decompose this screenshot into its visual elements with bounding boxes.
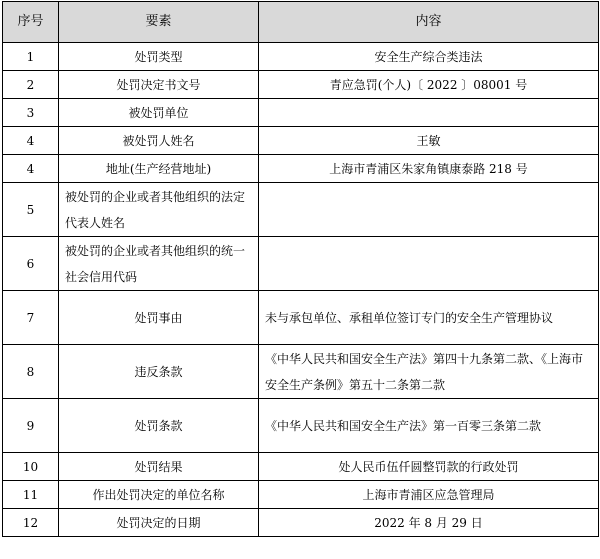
row-content: 王敏 — [259, 127, 599, 155]
row-number: 4 — [3, 155, 59, 183]
table-row — [3, 155, 599, 183]
row-content: 安全生产综合类违法 — [259, 43, 599, 71]
table-row — [3, 509, 599, 537]
row-content — [259, 237, 599, 291]
row-number: 9 — [3, 399, 59, 453]
row-content: 《中华人民共和国安全生产法》第一百零三条第二款 — [259, 399, 599, 453]
row-element: 处罚条款 — [59, 399, 259, 453]
row-element: 作出处罚决定的单位名称 — [59, 481, 259, 509]
row-element: 违反条款 — [59, 345, 259, 399]
row-number: 6 — [3, 237, 59, 291]
table-row — [3, 291, 599, 345]
row-content: 2022 年 8 月 29 日 — [259, 509, 599, 537]
row-element: 处罚类型 — [59, 43, 259, 71]
row-content — [259, 99, 599, 127]
table-row — [3, 99, 599, 127]
row-content — [259, 183, 599, 237]
row-element: 被处罚人姓名 — [59, 127, 259, 155]
table-row — [3, 399, 599, 453]
row-number: 10 — [3, 453, 59, 481]
row-content: 上海市青浦区应急管理局 — [259, 481, 599, 509]
row-number: 12 — [3, 509, 59, 537]
table-row — [3, 481, 599, 509]
row-content: 《中华人民共和国安全生产法》第四十九条第二款、《上海市安全生产条例》第五十二条第二款 — [259, 345, 599, 399]
header-no: 序号 — [3, 2, 59, 43]
table-row — [3, 345, 599, 399]
row-number: 3 — [3, 99, 59, 127]
row-number: 5 — [3, 183, 59, 237]
penalty-info-table — [2, 1, 599, 537]
row-content: 处人民币伍仟圆整罚款的行政处罚 — [259, 453, 599, 481]
row-number: 11 — [3, 481, 59, 509]
row-element: 处罚决定书文号 — [59, 71, 259, 99]
row-element: 被处罚的企业或者其他组织的统一社会信用代码 — [59, 237, 259, 291]
header-element: 要素 — [59, 2, 259, 43]
row-number: 1 — [3, 43, 59, 71]
table-row — [3, 127, 599, 155]
row-element: 处罚结果 — [59, 453, 259, 481]
row-element: 处罚决定的日期 — [59, 509, 259, 537]
row-element: 被处罚单位 — [59, 99, 259, 127]
row-number: 4 — [3, 127, 59, 155]
table-header-row — [3, 2, 599, 43]
table-row — [3, 43, 599, 71]
row-element: 地址(生产经营地址) — [59, 155, 259, 183]
row-content: 青应急罚(个人)〔 2022 〕08001 号 — [259, 71, 599, 99]
table-row — [3, 453, 599, 481]
table-row — [3, 183, 599, 237]
row-number: 2 — [3, 71, 59, 99]
header-content: 内容 — [259, 2, 599, 43]
row-number: 7 — [3, 291, 59, 345]
row-content: 未与承包单位、承租单位签订专门的安全生产管理协议 — [259, 291, 599, 345]
row-element: 处罚事由 — [59, 291, 259, 345]
row-element: 被处罚的企业或者其他组织的法定代表人姓名 — [59, 183, 259, 237]
table-row — [3, 71, 599, 99]
row-number: 8 — [3, 345, 59, 399]
table-row — [3, 237, 599, 291]
row-content: 上海市青浦区朱家角镇康泰路 218 号 — [259, 155, 599, 183]
